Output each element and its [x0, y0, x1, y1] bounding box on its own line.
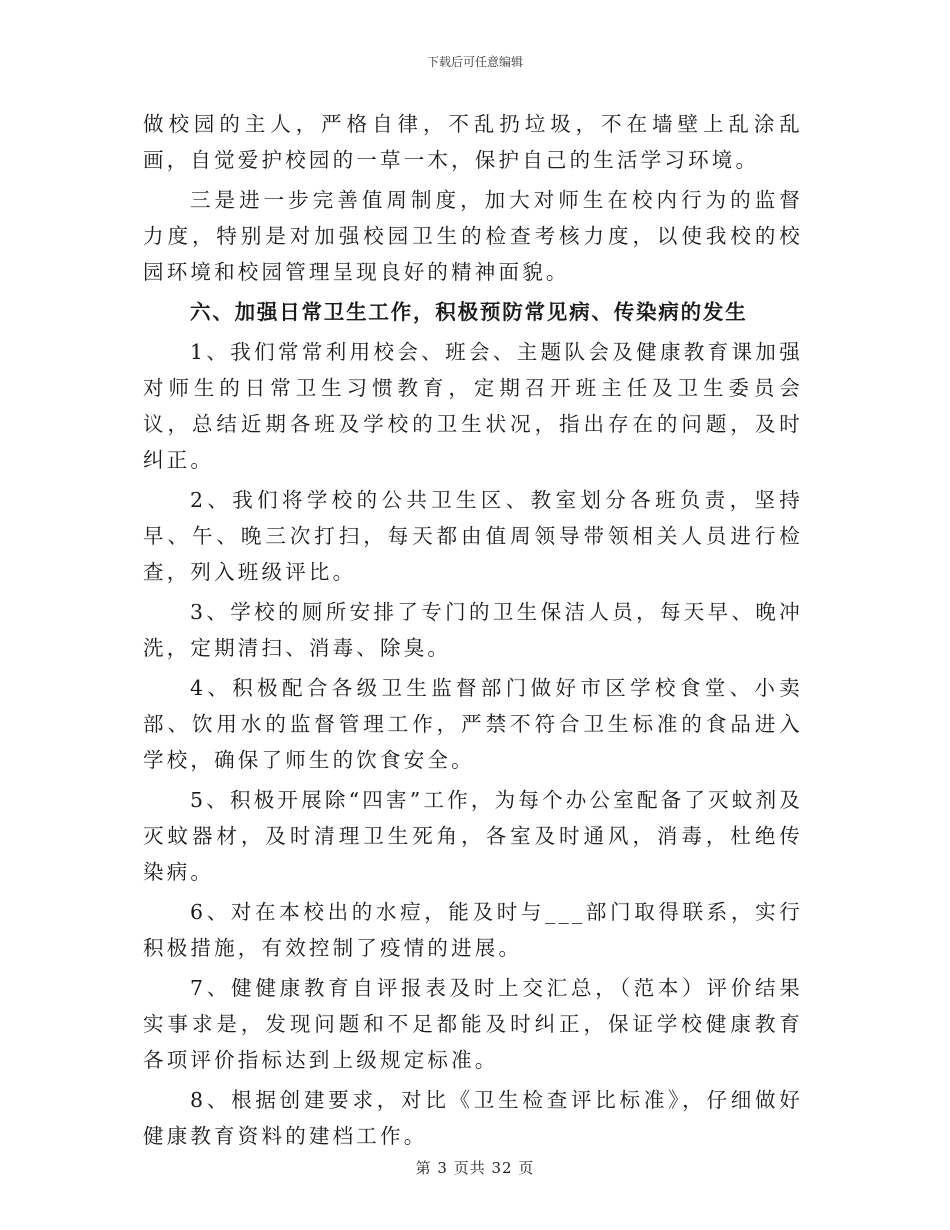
- list-item-6: 6、对在本校出的水痘，能及时与___部门取得联系，实行积极措施，有效控制了疫情的进展。: [143, 900, 803, 960]
- list-item-1: 1、我们常常利用校会、班会、主题队会及健康教育课加强对师生的日常卫生习惯教育，定期召开班主任及卫生委员会议，总结近期各班及学校的卫生状况，指出存在的问题，及时纠正。: [143, 340, 803, 472]
- document-body: [143, 106, 803, 1158]
- paragraph-intro-continuation: 做校园的主人，严格自律，不乱扔垃圾，不在墙壁上乱涂乱画，自觉爱护校园的一草一木，保护自己的生活学习环境。: [143, 112, 803, 172]
- page-number-footer: 第 3 页共 32 页: [415, 1159, 535, 1177]
- list-item-3: 3、学校的厕所安排了专门的卫生保洁人员，每天早、晚冲洗，定期清扫、消毒、除臭。: [143, 600, 803, 660]
- list-item-2: 2、我们将学校的公共卫生区、教室划分各班负责，坚持早、午、晚三次打扫，每天都由值周领导带领相关人员进行检查，列入班级评比。: [143, 488, 803, 584]
- list-item-4: 4、积极配合各级卫生监督部门做好市区学校食堂、小卖部、饮用水的监督管理工作，严禁不符合卫生标准的食品进入学校，确保了师生的饮食安全。: [143, 676, 803, 772]
- section-heading: 六、加强日常卫生工作，积极预防常见病、传染病的发生: [190, 300, 748, 324]
- paragraph-point-three: 三是进一步完善值周制度，加大对师生在校内行为的监督力度，特别是对加强校园卫生的检查考核力度，以使我校的校园环境和校园管理呈现良好的精神面貌。: [143, 188, 803, 284]
- list-item-8: 8、根据创建要求，对比《卫生检查评比标准》，仔细做好健康教育资料的建档工作。: [143, 1088, 803, 1148]
- header-note: 下载后可任意编辑: [426, 55, 523, 69]
- list-item-7: 7、健健康教育自评报表及时上交汇总，（范本）评价结果实事求是，发现问题和不足都能及时纠正，保证学校健康教育各项评价指标达到上级规定标准。: [143, 976, 803, 1072]
- list-item-5: 5、积极开展除“四害”工作，为每个办公室配备了灭蚊剂及灭蚊器材，及时清理卫生死角，各室及时通风，消毒，杜绝传染病。: [143, 788, 803, 884]
